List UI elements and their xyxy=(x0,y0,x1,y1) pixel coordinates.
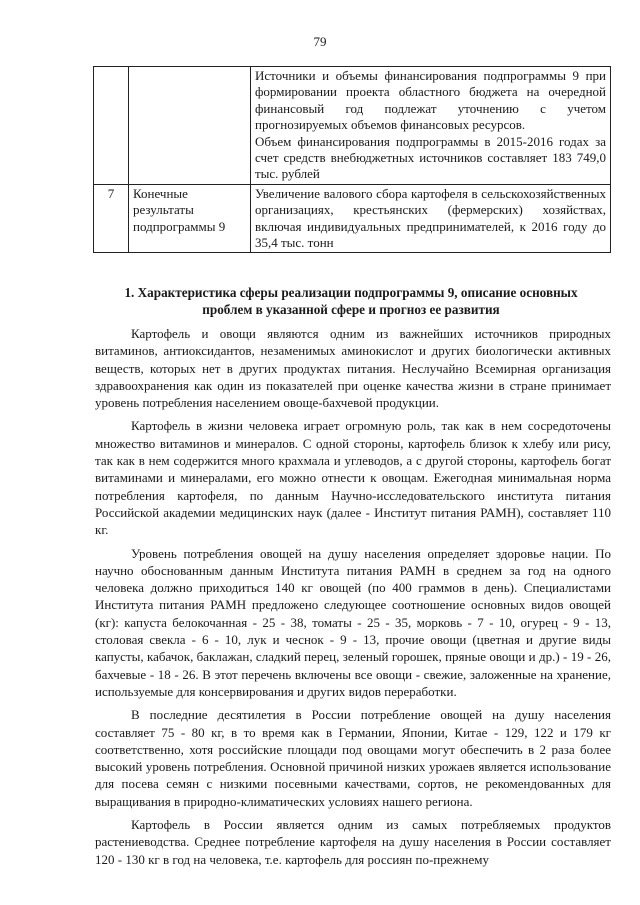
table-cell-content xyxy=(251,184,611,253)
section-heading xyxy=(95,284,607,318)
paragraph: Картофель в России является одним из самых потребляемых продуктов растениеводства. Среднее потребление картофеля на душу населения в России составляет 120 - 130 кг в год на человека, т.е. картофель для россиян по-прежнему xyxy=(95,817,611,867)
paragraph: Картофель в жизни человека играет огромную роль, так как в нем сосредоточены множество витаминов и минералов. С одной стороны, картофель близок к хлебу или рису, так как в нем содержится много крахмала и углеводов, а с другой стороны, картофель богат витаминами и минералами, его можно отнести к овощам. Ежегодная минимальная норма потребления картофеля, по данным Научно-исследовательского института питания Российской академии медицинских наук (далее - Институт питания РАМН), составляет 110 кг. xyxy=(95,418,611,538)
financing-table xyxy=(93,66,611,253)
section-heading-line-1: 1. Характеристика сферы реализации подпрограммы 9, описание основных xyxy=(124,285,578,300)
page-number: 79 xyxy=(313,34,327,49)
financing-sources-text: Источники и объемы финансирования подпрограммы 9 при формировании проекта областного бюджета на очередной финансовый год подлежат уточнению с учетом прогнозируемых объемов финансовых ресурсов. xyxy=(255,68,606,133)
table-cell-number xyxy=(94,67,129,185)
financing-volume-text: Объем финансирования подпрограммы в 2015-2016 годах за счет средств внебюджетных источников составляет 183 749,0 тыс. рублей xyxy=(255,133,606,182)
paragraph: В последние десятилетия в России потребление овощей на душу населения составляет 75 - 80 кг, в то время как в Германии, Японии, Китае - 129, 122 и 179 кг соответственно, хотя российские площади под овощами могут обеспечить в 2 раза более высокий уровень потребления. Основной причиной низких урожаев является использование для посева семян с низкими посевными качествами, сортов, не рекомендованных для выращивания в природно-климатических условиях нашего региона. xyxy=(95,707,611,809)
paragraph: Картофель и овощи являются одним из важнейших источников природных витаминов, антиоксидантов, незаменимых аминокислот и других биологически активных веществ, которых нет в других продуктах питания. Неслучайно Всемирная организация здравоохранения как один из показателей при оценке качества жизни в стране принимает уровень потребления населением овоще-бахчевой продукции. xyxy=(95,326,611,411)
table-cell-label: Конечные результаты подпрограммы 9 xyxy=(129,184,251,253)
table-cell-number: 7 xyxy=(94,184,129,253)
final-results-text: Увеличение валового сбора картофеля в сельскохозяйственных организациях, крестьянских (фермерских) хозяйствах, включая индивидуальных предпринимателей, к 2016 году до 35,4 тыс. тонн xyxy=(255,185,606,251)
body-text xyxy=(95,325,611,874)
table-row xyxy=(94,184,611,253)
paragraph: Уровень потребления овощей на душу населения определяет здоровье нации. По научно обоснованным данным Института питания РАМН в среднем за год на одного человека должно приходиться 140 кг овощей (по 400 граммов в день). Специалистами Института питания РАМН предложено следующее соотношение основных видов овощей (кг): капуста белокочанная - 25 - 38, томаты - 25 - 35, морковь - 7 - 10, огурец - 9 - 13, столовая свекла - 6 - 10, лук и чеснок - 9 - 13, прочие овощи (цветная и другие виды капусты, кабачок, баклажан, сладкий перец, зеленый горошек, пряные овощи и др.) - 19 - 26, бахчевые - 18 - 26. В этот перечень включены все овощи - свежие, заложенные на хранение, используемые для консервирования и других видов переработки. xyxy=(95,545,611,699)
section-heading-line-2: проблем в указанной сфере и прогноз ее развития xyxy=(202,302,500,317)
table-cell-label xyxy=(129,67,251,185)
table-row xyxy=(94,67,611,185)
table-cell-content xyxy=(251,67,611,185)
